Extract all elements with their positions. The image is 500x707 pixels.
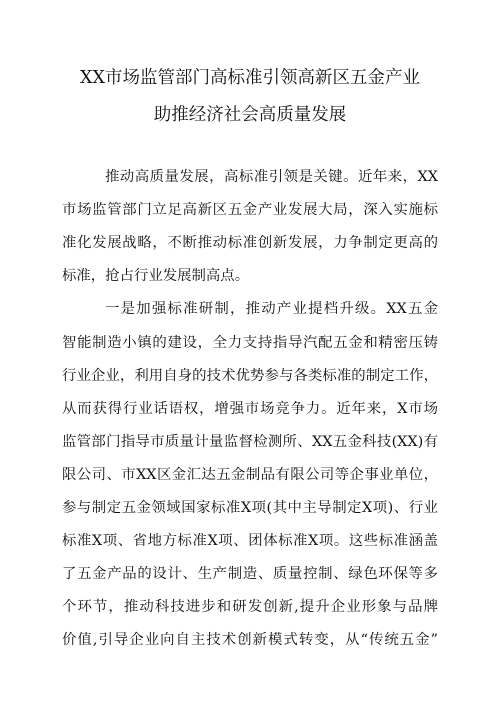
paragraph-2-line-2: 智能制造小镇的建设，全力支持指导汽配五金和精密压铸 (62, 335, 438, 351)
paragraph-2-line-8: 标准X项、省地方标准X项、团体标准X项。这些标准涵盖 (62, 533, 438, 549)
document-title-line-2: 助推经济社会高质量发展 (153, 105, 347, 125)
paragraph-1-line-2: 市场监管部门立足高新区五金产业发展大局，深入实施标 (62, 202, 438, 218)
paragraph-2-line-7: 参与制定五金领域国家标准X项(其中主导制定X项)、行业 (62, 500, 438, 516)
paragraph-2-line-6: 限公司、市XX区金汇达五金制品有限公司等企事业单位， (62, 467, 438, 483)
paragraph-1-line-4: 标准，抢占行业发展制高点。 (62, 268, 250, 284)
document-title-line-1: XX市场监管部门高标准引领高新区五金产业 (80, 68, 420, 88)
paragraph-2-line-5: 监管部门指导市质量计量监督检测所、XX五金科技(XX)有 (62, 434, 438, 450)
paragraph-2-line-11: 价值,引导企业向自主技术创新模式转变，从“传统五金” (62, 632, 438, 648)
paragraph-2-line-1: 一是加强标准研制，推动产业提档升级。XX五金 (105, 301, 438, 317)
paragraph-1-line-1: 推动高质量发展，高标准引领是关键。近年来，XX (105, 169, 438, 185)
paragraph-2-line-9: 了五金产品的设计、生产制造、质量控制、绿色环保等多 (62, 566, 438, 582)
paragraph-1-line-3: 准化发展战略，不断推动标准创新发展，力争制定更高的 (62, 235, 438, 251)
paragraph-2-line-3: 行业企业，利用自身的技术优势参与各类标准的制定工作， (62, 368, 438, 384)
paragraph-2-line-10: 个环节，推动科技进步和研发创新,提升企业形象与品牌 (62, 599, 438, 615)
paragraph-2-line-4: 从而获得行业话语权，增强市场竞争力。近年来，X市场 (62, 401, 438, 417)
